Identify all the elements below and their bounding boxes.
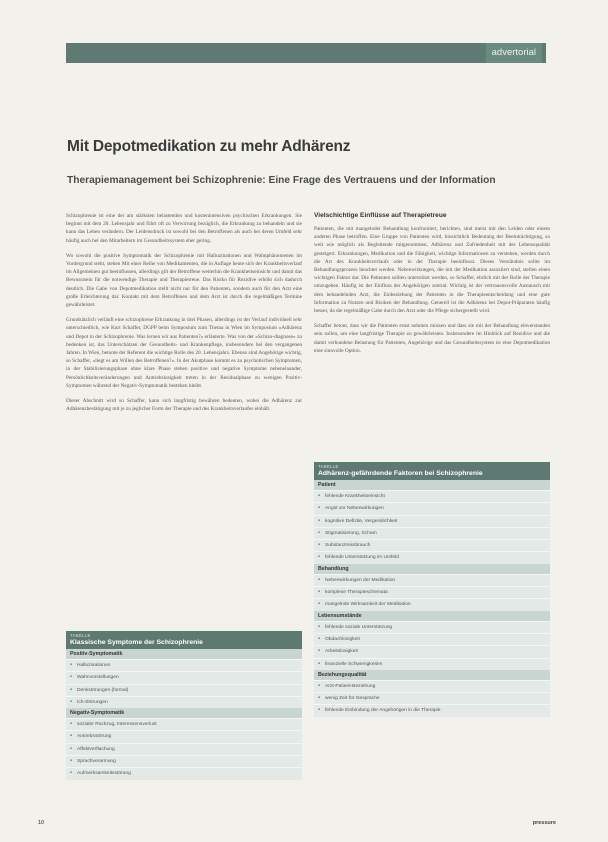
table-row bbox=[314, 574, 550, 586]
table-row bbox=[66, 755, 302, 767]
advertorial-label: advertorial bbox=[486, 43, 542, 63]
table-row bbox=[314, 586, 550, 598]
table-row-text: fehlende Krankheitseinsicht bbox=[325, 494, 385, 499]
table-row-text: fehlende soziale Unterstützung bbox=[325, 624, 393, 630]
table-row bbox=[314, 692, 550, 704]
table-row-text: Antriebsstörung bbox=[77, 734, 112, 740]
table-row bbox=[314, 539, 550, 551]
table-row bbox=[66, 767, 302, 779]
table-row bbox=[314, 490, 550, 502]
body-paragraph: Patienten, die mit mangelnder Behandlung konfrontiert, berichten, sind meist mit den Leiden oder einem anderen Phase betroffen. Eine Gruppe von Patienten wird, hinsichtlich Bedeutung der Beeinträchtigung, so weit wie möglich als Begleitende mitgenommen, Adhärenz und Zufriedenheit mit der Lebensqualität gesteigert. Erkrankungen, Medikation und die Fähigkeit, wichtige Informationen zu verstehen, werden durch die Art des Krankheitsverlaufs oder in der Therapie beeinflusst. Dieses Verständnis sollte im Behandlungsprozess beachtet werden. Nebenwirkungen, die mit der Medikation assoziiert sind, stellen einen wichtigen Faktor dar. Die Patienten sollten unterstützt werden, so Schaffer, ehrlich mit der Rolle der Therapie umzugehen. Häufig ist der Einfluss der Angehörigen zentral. Wichtig ist der vertrauensvolle Austausch mit dem behandelnden Arzt, die Einbeziehung der Patienten in die Therapieentscheidung und eine gute Information zu Nutzen und Risiken der Behandlung. Generell ist die Adhärenz bei Depot-Präparaten häufig besser, da die regelmäßige Gabe durch den Arzt oder die Pflege sichergestellt wird. bbox=[314, 226, 550, 315]
table-row bbox=[314, 704, 550, 716]
bullet-icon: ▪ bbox=[70, 662, 73, 668]
table-row-text: Substanzmissbrauch bbox=[325, 543, 371, 549]
bullet-icon: ▪ bbox=[318, 623, 321, 630]
table-row-text: Ich-Störungen bbox=[77, 699, 108, 705]
bullet-icon: ▪ bbox=[318, 493, 321, 499]
table-row bbox=[66, 671, 302, 683]
table-category: Patient bbox=[314, 480, 550, 490]
bullet-icon: ▪ bbox=[318, 707, 321, 714]
bullet-icon: ▪ bbox=[318, 505, 321, 512]
table-header bbox=[66, 631, 302, 649]
bullet-icon: ▪ bbox=[70, 745, 73, 752]
table-category: Positiv-Symptomatik bbox=[66, 649, 302, 659]
bullet-icon: ▪ bbox=[318, 601, 321, 608]
bullet-icon: ▪ bbox=[70, 721, 73, 728]
table-row bbox=[66, 718, 302, 730]
body-paragraph: Dieser Abschnitt wird so Schaffer, kann sich langfristig bewähren bedeuten, wobei die Adhärenz zur Adhärenzbestätigung mit je zu jeglicher Form der Therapie und des Krankheitsverlaufes einhält. bbox=[66, 398, 302, 413]
table-header bbox=[314, 462, 550, 480]
header-banner bbox=[66, 43, 546, 63]
bullet-icon: ▪ bbox=[318, 529, 321, 536]
table-label: TABELLE bbox=[318, 464, 339, 469]
table-row bbox=[314, 658, 550, 670]
bullet-icon: ▪ bbox=[318, 554, 321, 561]
right-text-column bbox=[314, 212, 550, 362]
bullet-icon: ▪ bbox=[318, 589, 321, 596]
table-row bbox=[314, 515, 550, 527]
table-category: Behandlung bbox=[314, 564, 550, 574]
table-row-text: finanzielle Schwierigkeiten bbox=[325, 661, 383, 667]
adherence-factors-table bbox=[314, 462, 550, 717]
table-category: Negativ-Symptomatik bbox=[66, 708, 302, 718]
body-paragraph: Grundsätzlich verläuft eine schizophrene Erkrankung in drei Phasen, allerdings ist der Verlauf individuell sehr unterschiedlich, wie Kurt Schaffer, DGPP beim Symposium zum Thema in Wien im Symposium »Adhärenz und Depot in der Schizophrenie. Was lernen wir aus Patienten?« erläuterte. Was von der »Schizo-diagnose« zu bedenken ist, das Unterschätzen der Gesundheits- und Krankenpflege, insbesondere bei den vergangenen Jahren. In Wien, betonte der Referent die wichtige Rolle des 20. Lebensjahrs. Ebenso sind Angehörige wichtig, so Schaffer, »liegt es am Willen des Betroffenen?«. In der Akutphase kommt es zu psychotischen Symptomen, in der Stabilisierungsphase ohne klare Phase stehen positive und negative Symptome nebeneinander, Persönlichkeitsveränderungen und Antriebslosigkeit treten in der Residualphase zu wenigen Positiv-Symptomen während der Negativ-Symptomatik bestehen bleibt. bbox=[66, 317, 302, 389]
table-category: Lebensumstände bbox=[314, 611, 550, 621]
table-body bbox=[66, 649, 302, 780]
bullet-icon: ▪ bbox=[318, 695, 321, 702]
body-paragraph: Schaffer betont, dass wir die Patienten ernst nehmen müssen und dass sie mit der Behandlung einverstanden sein sollen, um eine langfristige Therapie zu gewährleisten. Insbesondere im Hinblick auf Rezidive und die damit verbundene Belastung für Patienten, Angehörige und das Gesundheitssystem ist eine Depotmedikation eine sinnvolle Option. bbox=[314, 323, 550, 354]
table-row-text: Nebenwirkungen der Medikation bbox=[325, 577, 396, 583]
body-paragraph: Schizophrenie ist eine der am stärksten belastenden und kostenintensiven psychischen Erkrankungen. Sie beginnt mit dem 20. Lebensjahr und führt oft zu Verwirrung bezüglich, die Erkrankung zu behandeln und sie kann das Leben verändern. Der Leidensdruck ist sowohl bei den Betroffenen als auch bei deren Umfeld sehr häufig auch bei den Mitarbeitern im Gesundheitssystem eher gering. bbox=[66, 213, 302, 244]
article-title: Mit Depotmedikation zu mehr Adhärenz bbox=[67, 138, 351, 155]
table-row-text: Arbeitslosigkeit bbox=[325, 649, 358, 655]
table-body bbox=[314, 480, 550, 717]
table-row-text: Halluzinationen bbox=[77, 663, 111, 668]
table-row bbox=[314, 645, 550, 657]
table-row bbox=[314, 502, 550, 514]
table-label: TABELLE bbox=[70, 633, 91, 638]
table-row-text: Stigmatisierung, Scham bbox=[325, 530, 377, 536]
article-subtitle: Therapiemanagement bei Schizophrenie: Eine Frage des Vertrauens und der Information bbox=[67, 175, 496, 186]
table-category: Beziehungsqualität bbox=[314, 670, 550, 680]
bullet-icon: ▪ bbox=[318, 576, 321, 583]
table-row-text: sozialer Rückzug, Interessensverlust bbox=[77, 722, 157, 728]
table-row-text: fehlende Einbindung der Angehörigen in die Therapie bbox=[325, 708, 441, 714]
page-number: 10 bbox=[38, 820, 45, 826]
bullet-icon: ▪ bbox=[318, 660, 321, 667]
bullet-icon: ▪ bbox=[70, 733, 73, 740]
section-heading: Vielschichtige Einflüsse auf Therapietreue bbox=[314, 212, 447, 219]
bullet-icon: ▪ bbox=[70, 686, 73, 693]
table-row bbox=[314, 633, 550, 645]
bullet-icon: ▪ bbox=[318, 648, 321, 655]
table-row-text: Denkstörungen (formal) bbox=[77, 687, 129, 693]
bullet-icon: ▪ bbox=[318, 517, 321, 524]
table-title: Klassische Symptome der Schizophrenie bbox=[70, 639, 203, 646]
table-row bbox=[66, 730, 302, 742]
bullet-icon: ▪ bbox=[70, 758, 73, 765]
bullet-icon: ▪ bbox=[318, 542, 321, 549]
table-row-text: Affektverflachung bbox=[77, 746, 115, 752]
table-row-text: kognitive Defizite, Vergesslichkeit bbox=[325, 518, 398, 524]
table-row bbox=[66, 684, 302, 696]
bullet-icon: ▪ bbox=[70, 674, 73, 681]
table-row-text: Angst vor Nebenwirkungen bbox=[325, 506, 384, 512]
table-row bbox=[66, 696, 302, 708]
table-row-text: komplexe Therapieschemata bbox=[325, 590, 388, 596]
table-row bbox=[314, 680, 550, 692]
table-row-text: Sprachverarmung bbox=[77, 759, 116, 765]
bullet-icon: ▪ bbox=[70, 698, 73, 705]
body-paragraph: Wo sowohl die positive Symptomatik der Schizophrenie mit Halluzinationen und Wahnphänomenen im Vordergrund steht, stehen Mit einer Reihe von Medikamenten, die in Auflage heute sich der Krankheitsverlauf im Allgemeinen gut beeinflussen, allerdings gilt der Betroffene weiterhin die Krankheitseinsicht und damit das Bewusstsein für die notwendige Therapie und Therapietreue. Das Risiko für Rezidive erhöht sich dadurch deutlich. Die Gabe von Depotmedikation stellt nicht nur für den Patienten, sondern auch für den Arzt eine große Erleichterung dar. Kontakt mit dem Betroffenen und dem Arzt ist durch die regelmäßigen Termine gewährleistet. bbox=[66, 252, 302, 309]
symptoms-table bbox=[66, 631, 302, 780]
table-row bbox=[314, 621, 550, 633]
brand-logo: pressure bbox=[532, 820, 556, 826]
table-row-text: Wahnvorstellungen bbox=[77, 675, 119, 681]
table-row-text: mangelnde Wirksamkeit der Medikation bbox=[325, 602, 411, 608]
table-row-text: Arzt-Patient-Beziehung bbox=[325, 683, 376, 689]
table-row bbox=[314, 527, 550, 539]
table-row-text: fehlende Unterstützung im Umfeld bbox=[325, 555, 399, 561]
page-footer bbox=[38, 820, 556, 832]
table-row bbox=[66, 659, 302, 671]
table-row bbox=[314, 598, 550, 610]
table-row bbox=[314, 551, 550, 563]
bullet-icon: ▪ bbox=[318, 682, 321, 689]
table-title: Adhärenz-gefährdende Faktoren bei Schizophrenie bbox=[318, 470, 483, 477]
table-row-text: Obdachlosigkeit bbox=[325, 636, 360, 642]
left-text-column bbox=[66, 212, 302, 420]
bullet-icon: ▪ bbox=[70, 770, 73, 777]
bullet-icon: ▪ bbox=[318, 635, 321, 642]
table-row-text: wenig Zeit für Gespräche bbox=[325, 696, 380, 702]
table-row bbox=[66, 743, 302, 755]
table-row-text: Aufmerksamkeitsstörung bbox=[77, 771, 131, 777]
